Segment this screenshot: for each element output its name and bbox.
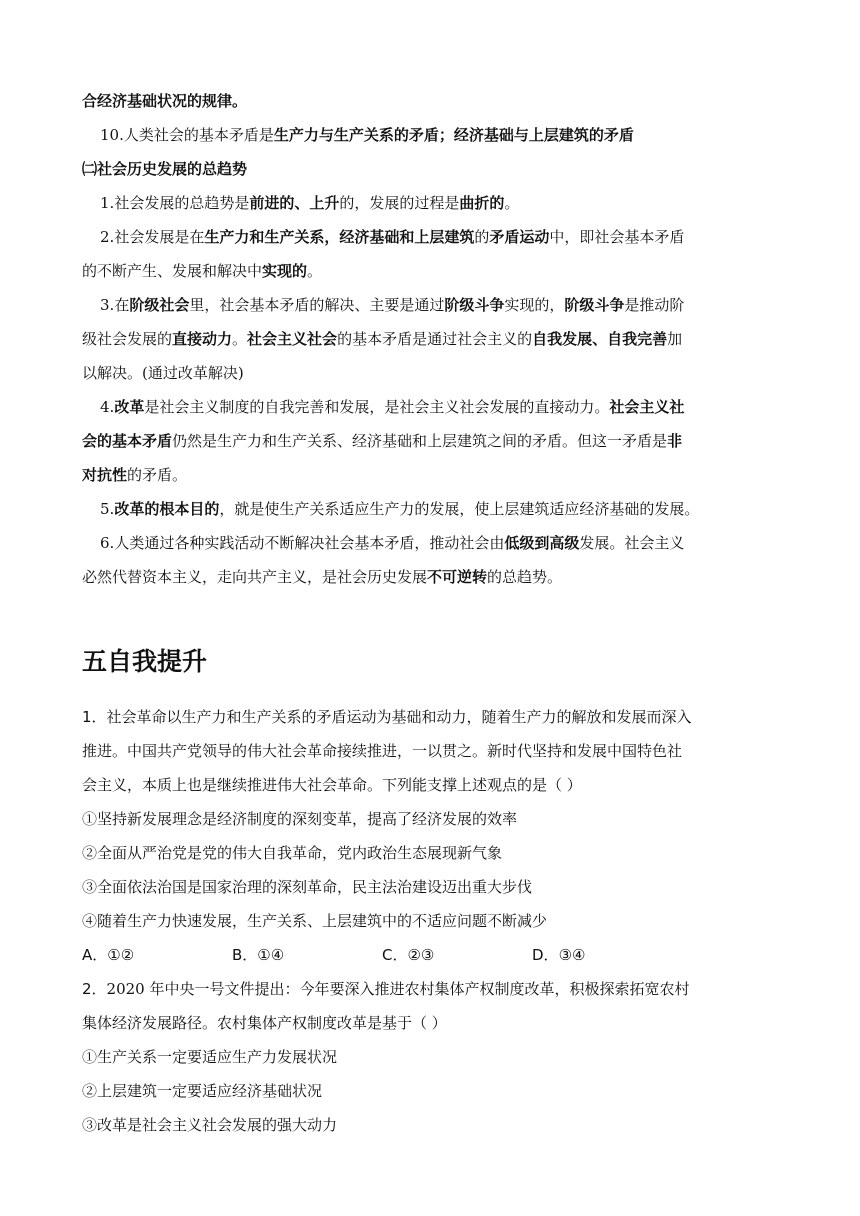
point-text: 发展。社会主义 bbox=[579, 534, 685, 552]
summary-point-6-cont bbox=[82, 560, 782, 594]
point-bold: 阶级斗争 bbox=[564, 296, 625, 314]
summary-point-2 bbox=[82, 220, 782, 254]
point-text: 实现的， bbox=[504, 296, 565, 314]
point-bold: 不可逆转 bbox=[427, 568, 488, 586]
point-bold: 矛盾运动 bbox=[489, 228, 550, 246]
point-number: 1. bbox=[100, 194, 115, 212]
point-text: 是社会主义制度的自我完善和发展，是社会主义社会发展的直接动力。 bbox=[144, 398, 610, 416]
point-text: 的 bbox=[474, 228, 490, 246]
answer-choice-b[interactable] bbox=[232, 938, 382, 972]
item-text: 人类社会的基本矛盾是 bbox=[123, 126, 274, 144]
sub-heading bbox=[82, 152, 782, 186]
summary-point-6 bbox=[82, 526, 782, 560]
point-text: 社会发展的总趋势是 bbox=[114, 194, 250, 212]
point-text: 在 bbox=[114, 296, 130, 314]
continuation-line bbox=[82, 84, 782, 118]
item-number: 10. bbox=[100, 126, 124, 144]
sub-heading-text: ㈡社会历史发展的总趋势 bbox=[82, 160, 248, 178]
question-text: 2020 年中央一号文件提出：今年要深入推进农村集体产权制度改革，积极探索拓宽农村 bbox=[106, 980, 690, 998]
question-stem-line: 会主义，本质上也是继续推进伟大社会革命。下列能支撑上述观点的是（ ） bbox=[82, 776, 582, 794]
choice-letter: A． bbox=[82, 946, 108, 964]
point-text: 必然代替资本主义，走向共产主义，是社会历史发展 bbox=[82, 568, 428, 586]
point-bold: 社会主义社 bbox=[609, 398, 685, 416]
point-text: 。 bbox=[504, 194, 520, 212]
point-text: 以解决。(通过改革解决) bbox=[82, 364, 244, 382]
option-statement: ②上层建筑一定要适应经济基础状况 bbox=[82, 1082, 323, 1100]
point-bold: 阶级社会 bbox=[129, 296, 190, 314]
summary-point-4 bbox=[82, 390, 782, 424]
choice-value: ①② bbox=[107, 946, 135, 964]
summary-point-3 bbox=[82, 288, 782, 322]
point-text: 的矛盾。 bbox=[127, 466, 188, 484]
point-text: 社会发展是在 bbox=[114, 228, 205, 246]
summary-point-3-cont2 bbox=[82, 356, 782, 390]
answer-choices bbox=[82, 938, 782, 972]
point-text: 是推动阶 bbox=[624, 296, 685, 314]
point-bold: 阶级斗争 bbox=[444, 296, 505, 314]
option-statement: ④随着生产力快速发展，生产关系、上层建筑中的不适应问题不断减少 bbox=[82, 912, 548, 930]
point-bold: 自我发展、自我完善 bbox=[532, 330, 668, 348]
option-statement: ①生产关系一定要适应生产力发展状况 bbox=[82, 1048, 338, 1066]
option-statement: ③改革是社会主义社会发展的强大动力 bbox=[82, 1116, 338, 1134]
continuation-text: 合经济基础状况的规律。 bbox=[82, 92, 248, 110]
summary-point-4-cont bbox=[82, 424, 782, 458]
point-number: 5. bbox=[100, 500, 115, 518]
question-number: 2． bbox=[82, 980, 107, 998]
point-text: 仍然是生产力和生产关系、经济基础和上层建筑之间的矛盾。但这一矛盾是 bbox=[172, 432, 668, 450]
question-number: 1． bbox=[82, 708, 107, 726]
summary-point-1 bbox=[82, 186, 782, 220]
choice-value: ①④ bbox=[257, 946, 285, 964]
point-bold: 对抗性 bbox=[82, 466, 128, 484]
choice-letter: B． bbox=[232, 946, 258, 964]
point-text: 里，社会基本矛盾的解决、主要是通过 bbox=[189, 296, 445, 314]
point-text: 加 bbox=[667, 330, 683, 348]
answer-choice-a[interactable] bbox=[82, 938, 232, 972]
point-number: 2. bbox=[100, 228, 115, 246]
point-text: 人类通过各种实践活动不断解决社会基本矛盾，推动社会由 bbox=[114, 534, 505, 552]
point-bold: 生产力和生产关系，经济基础和上层建筑 bbox=[204, 228, 475, 246]
point-text: 级社会发展的 bbox=[82, 330, 173, 348]
point-number: 3. bbox=[100, 296, 115, 314]
question-text: 社会革命以生产力和生产关系的矛盾运动为基础和动力，随着生产力的解放和发展而深入 bbox=[106, 708, 692, 726]
question-stem-line bbox=[82, 972, 782, 1006]
point-text: 的不断产生、发展和解决中 bbox=[82, 262, 263, 280]
section-title: 五自我提升 bbox=[82, 647, 208, 676]
question-stem-line: 推进。中国共产党领导的伟大社会革命接续推进，一以贯之。新时代坚持和发展中国特色社 bbox=[82, 742, 683, 760]
point-bold: 改革 bbox=[114, 398, 145, 416]
point-bold: 前进的、上升 bbox=[249, 194, 340, 212]
question-stem-line: 集体经济发展路径。农村集体产权制度改革是基于（ ） bbox=[82, 1014, 447, 1032]
question-2 bbox=[82, 972, 782, 1142]
point-bold: 直接动力 bbox=[172, 330, 233, 348]
summary-point-5 bbox=[82, 492, 782, 526]
point-text: 。 bbox=[307, 262, 323, 280]
option-statement: ①坚持新发展理念是经济制度的深刻变革，提高了经济发展的效率 bbox=[82, 810, 518, 828]
point-bold: 实现的 bbox=[262, 262, 308, 280]
point-bold: 改革的根本目的 bbox=[114, 500, 220, 518]
choice-letter: D． bbox=[532, 946, 559, 964]
summary-point-3-cont bbox=[82, 322, 782, 356]
option-statement: ②全面从严治党是党的伟大自我革命，党内政治生态展现新气象 bbox=[82, 844, 503, 862]
answer-choice-c[interactable] bbox=[382, 938, 532, 972]
point-number: 6. bbox=[100, 534, 115, 552]
point-number: 4. bbox=[100, 398, 115, 416]
point-bold: 非 bbox=[667, 432, 683, 450]
point-text: 中，即社会基本矛盾 bbox=[549, 228, 685, 246]
point-text: 的基本矛盾是通过社会主义的 bbox=[337, 330, 533, 348]
question-1 bbox=[82, 700, 782, 972]
choice-letter: C． bbox=[382, 946, 408, 964]
option-statement: ③全面依法治国是国家治理的深刻革命，民主法治建设迈出重大步伐 bbox=[82, 878, 533, 896]
summary-point-2-cont bbox=[82, 254, 782, 288]
summary-item-10 bbox=[82, 118, 782, 152]
item-bold: 生产力与生产关系的矛盾；经济基础与上层建筑的矛盾 bbox=[273, 126, 634, 144]
point-bold: 社会主义社会 bbox=[247, 330, 338, 348]
point-text: ，就是使生产关系适应生产力的发展，使上层建筑适应经济基础的发展。 bbox=[219, 500, 700, 518]
answer-choice-d[interactable] bbox=[532, 938, 682, 972]
summary-point-4-cont2 bbox=[82, 458, 782, 492]
question-stem-line bbox=[82, 700, 782, 734]
point-bold: 低级到高级 bbox=[504, 534, 580, 552]
point-text: 。 bbox=[232, 330, 248, 348]
point-text: 的，发展的过程是 bbox=[339, 194, 460, 212]
choice-value: ②③ bbox=[407, 946, 435, 964]
point-bold: 曲折的 bbox=[459, 194, 505, 212]
point-bold: 会的基本矛盾 bbox=[82, 432, 173, 450]
point-text: 的总趋势。 bbox=[487, 568, 563, 586]
choice-value: ③④ bbox=[558, 946, 586, 964]
